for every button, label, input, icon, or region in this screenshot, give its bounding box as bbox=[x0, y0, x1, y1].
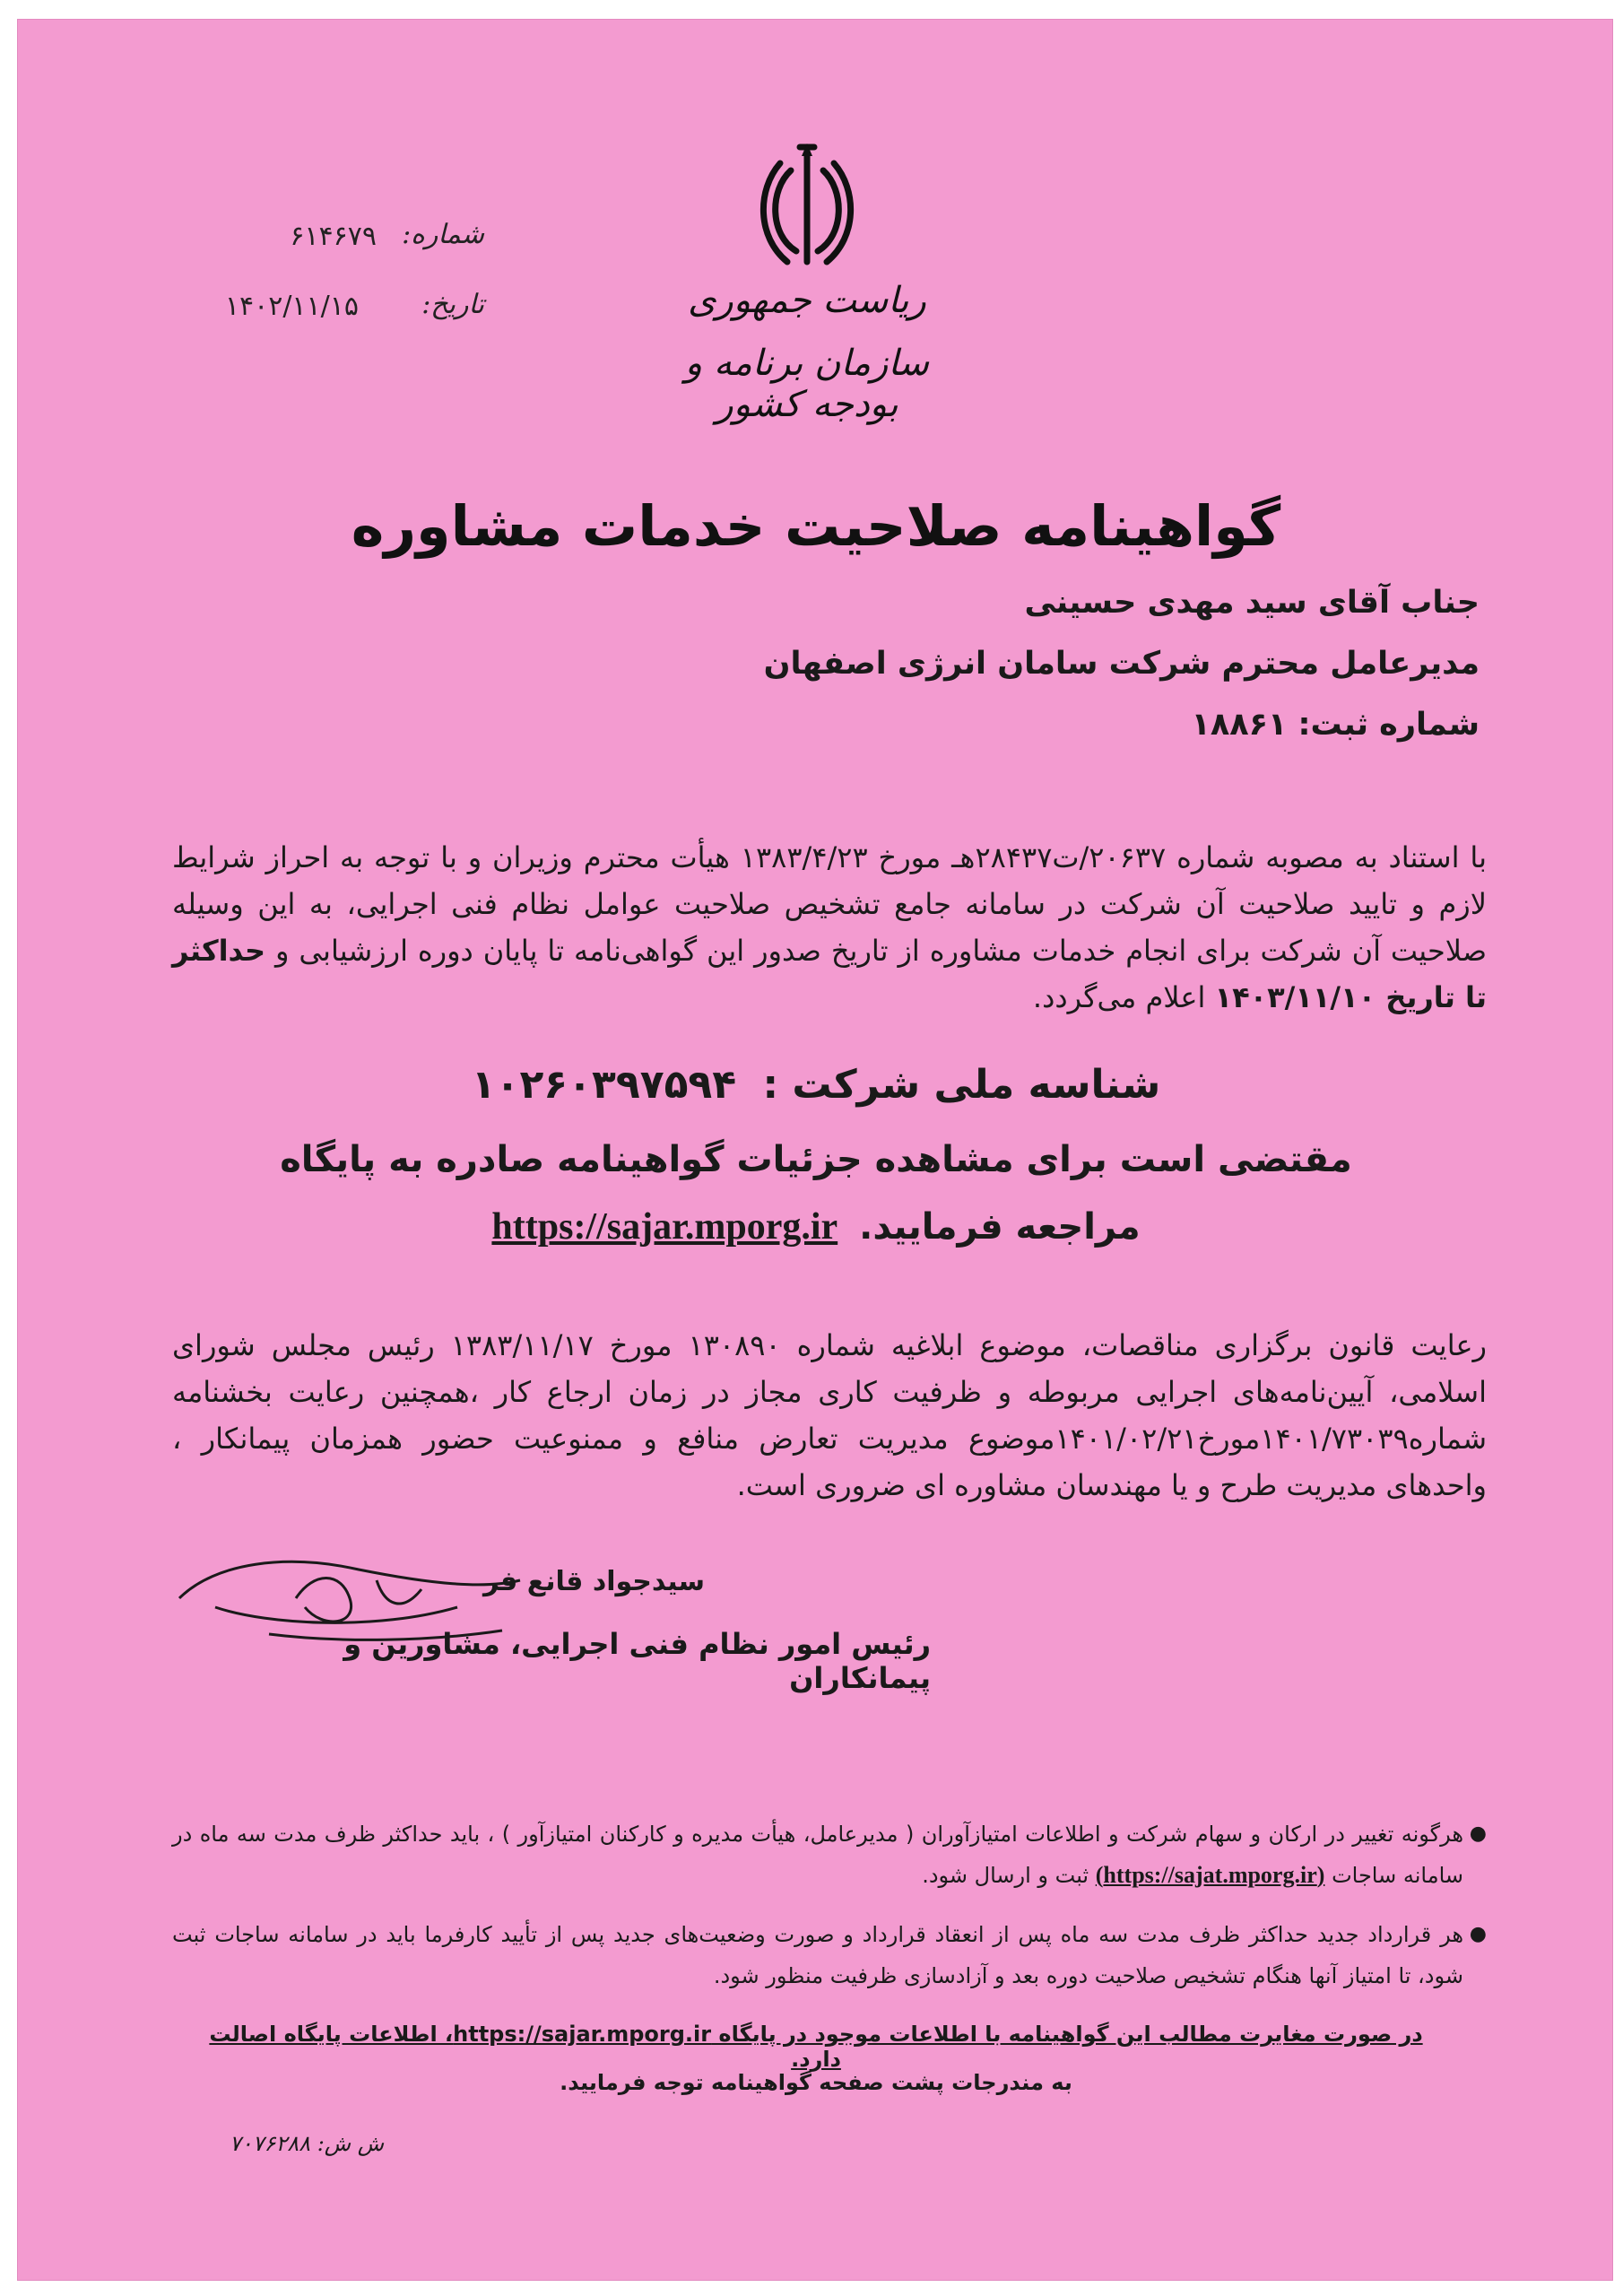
national-id-row bbox=[287, 1062, 1345, 1108]
verify-tail: مراجعه فرمایید. bbox=[859, 1206, 1141, 1248]
body-deadline: حداکثر تا تاریخ ۱۴۰۳/۱۱/۱۰ bbox=[172, 934, 1487, 1014]
number-value: ۶۱۴۶۷۹ bbox=[290, 221, 377, 252]
date-label: تاریخ: bbox=[421, 289, 484, 320]
org-line-2: سازمان برنامه و بودجه کشور bbox=[684, 343, 930, 425]
number-label: شماره: bbox=[402, 219, 484, 250]
body-text: با استناد به مصوبه شماره ۲۰۶۳۷/ت۲۸۴۳۷هـ مورخ ۱۳۸۳/۴/۲۳ هیأت محترم وزیران و با توجه به احراز شرایط لازم و تایید صلاحیت آن شرکت در سامانه جامع تشخیص صلاحیت عوامل نظام فنی اجرایی، به این وسیله صلاحیت آن شرکت برای انجام خدمات مشاوره از تاریخ صدور این گواهی‌نامه تا پایان دوره ارزشیابی و bbox=[172, 840, 1488, 968]
recipient-position: مدیرعامل محترم شرکت سامان انرژی اصفهان bbox=[763, 646, 1480, 682]
note-1-body: هرگونه تغییر در ارکان و سهام شرکت و اطلاعات امتیازآوران ( مدیرعامل، هیأت مدیره و کارکنان امتیازآور ) ، باید حداکثر ظرف مدت سه ماه در سامانه ساجات bbox=[172, 1822, 1463, 1888]
org-line-1: ریاست جمهوری bbox=[688, 280, 926, 321]
national-id-label: شناسه ملی شرکت : bbox=[762, 1062, 1161, 1108]
bullet-icon: ● bbox=[1469, 1822, 1487, 1845]
note-1-tail: ثبت و ارسال شود. bbox=[922, 1863, 1089, 1888]
note-1 bbox=[172, 1813, 1487, 1896]
page-title: گواهینامه صلاحیت خدمات مشاوره bbox=[351, 493, 1281, 559]
date-value: ۱۴۰۲/۱۱/۱۵ bbox=[224, 291, 359, 322]
national-id-value: ۱۰۲۶۰۳۹۷۵۹۴ bbox=[471, 1062, 737, 1108]
number-row bbox=[215, 219, 484, 264]
body-paragraph bbox=[172, 834, 1487, 1021]
warning-line-1: در صورت مغایرت مطالب این گواهینامه با اطلاعات موجود در پایگاه https://sajar.mporg.ir، اطلاعات پایگاه اصالت دارد. bbox=[209, 2022, 1423, 2072]
registration-number: شماره ثبت: ۱۸۸۶۱ bbox=[1191, 707, 1480, 743]
warning-line-2: به مندرجات پشت صفحه گواهینامه توجه فرمایید. bbox=[560, 2070, 1072, 2095]
sajat-link[interactable]: (https://sajat.mporg.ir) bbox=[1095, 1862, 1325, 1888]
emblem-icon bbox=[753, 136, 861, 271]
signatory-title: رئیس امور نظام فنی اجرایی، مشاورین و پیمانکاران bbox=[343, 1627, 931, 1695]
recipient-name: جناب آقای سید مهدی حسینی bbox=[1024, 585, 1480, 621]
note-2-body: هر قرارداد جدید حداکثر ظرف مدت سه ماه پس از انعقاد قرارداد و صورت وضعیت‌های جدید پس از تأیید کارفرما باید در سامانه ساجات ثبت شود، تا امتیاز آنها هنگام تشخیص صلاحیت دوره بعد و آزادسازی ظرفیت منظور شود. bbox=[172, 1922, 1463, 1988]
note-2-text bbox=[172, 1914, 1487, 1996]
body-tail: اعلام می‌گردد. bbox=[1032, 980, 1206, 1014]
date-row bbox=[197, 289, 484, 334]
note-2 bbox=[172, 1914, 1487, 1996]
bullet-icon: ● bbox=[1469, 1923, 1487, 1945]
serial-number: ش ش: ۷۰۷۶۲۸۸ bbox=[229, 2131, 384, 2156]
signatory-name: سیدجواد قانع فر bbox=[482, 1566, 705, 1597]
sajar-link[interactable]: https://sajar.mporg.ir bbox=[491, 1206, 838, 1248]
compliance-paragraph: رعایت قانون برگزاری مناقصات، موضوع ابلاغیه شماره ۱۳۰۸۹۰ مورخ ۱۳۸۳/۱۱/۱۷ رئیس مجلس شورای اسلامی، آیین‌نامه‌های اجرایی مربوطه و ظرفیت کاری مجاز در زمان ارجاع کار ،همچنین رعایت بخشنامه شماره۱۴۰۱/۷۳۰۳۹مورخ۱۴۰۱/۰۲/۲۱موضوع مدیریت تعارض منافع و ممنوعیت حضور همزمان پیمانکار ، واحدهای مدیریت طرح و یا مهندسان مشاوره ای ضروری است. bbox=[172, 1328, 1488, 1502]
verify-line-1: مقتضی است برای مشاهده جزئیات گواهینامه صادره به پایگاه bbox=[280, 1139, 1352, 1180]
verify-line-2 bbox=[251, 1205, 1381, 1248]
note-1-text bbox=[172, 1813, 1487, 1896]
certificate-sheet bbox=[18, 20, 1612, 2280]
